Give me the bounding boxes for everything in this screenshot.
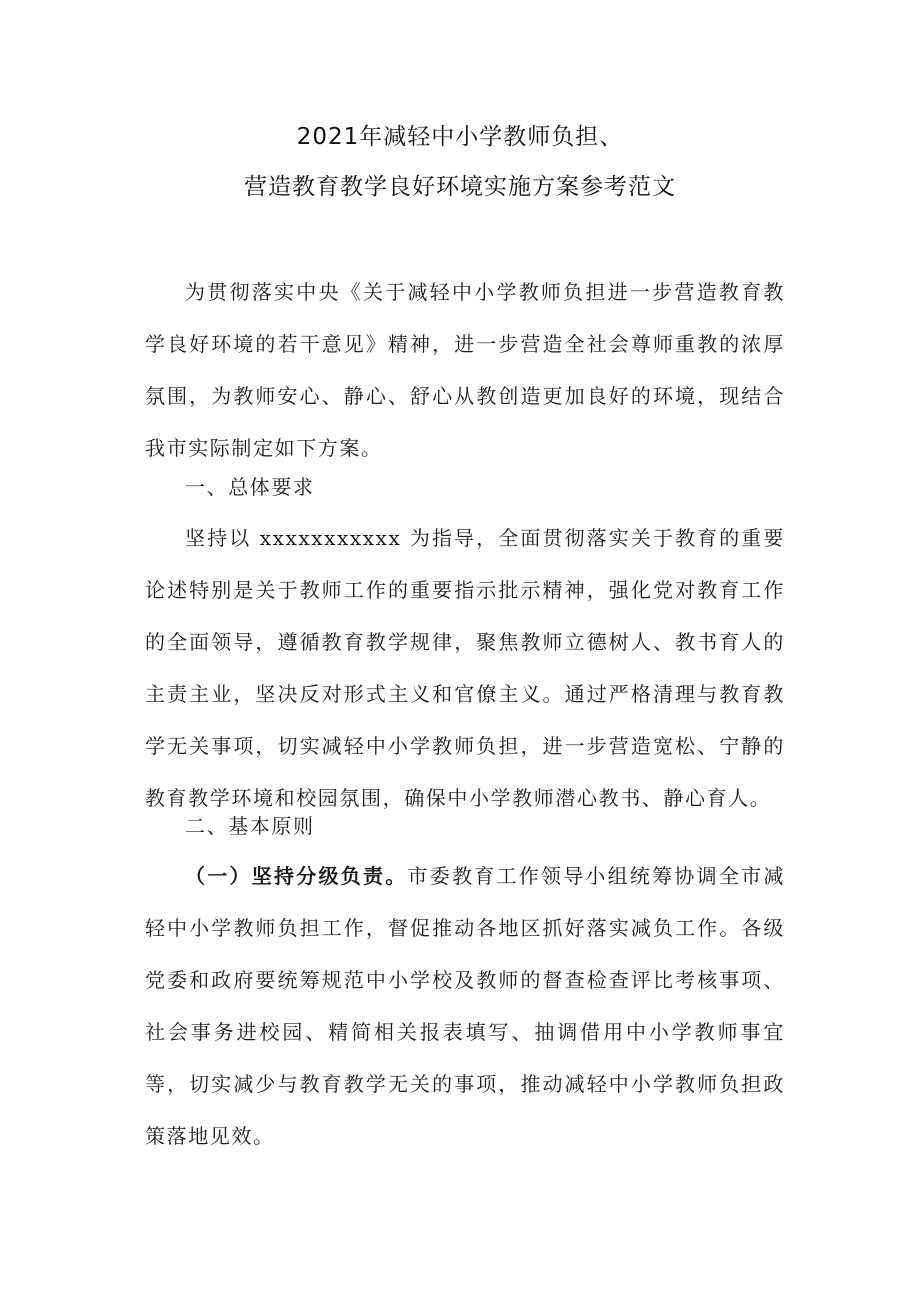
section-2-item-1-lead: （一）坚持分级负责。 — [185, 864, 408, 888]
section-1-text: 坚持以 xxxxxxxxxxx 为指导，全面贯彻落实关于教育的重要论述特别是关于教师工作的重要指示批示精神，强化党对教育工作的全面领导，遵循教育教学规律，聚焦教师立德树人、教书育人的主责主业，坚决反对形式主义和官僚主义。通过严格清理与教育教学无关事项，切实减轻中小学教师负担，进一步营造宽松、宁静的教育教学环境和校园氛围，确保中小学教师潜心教书、静心育人。 — [145, 526, 785, 810]
section-2-item-1-text: 市委教育工作领导小组统筹协调全市减轻中小学教师负担工作，督促推动各地区抓好落实减负工作。各级党委和政府要统筹规范中小学校及教师的督查检查评比考核事项、社会事务进校园、精简相关报表填写、抽调借用中小学教师事宜等，切实减少与教育教学无关的事项，推动减轻中小学教师负担政策落地见效。 — [145, 864, 786, 1148]
intro-paragraph — [145, 266, 785, 474]
section-1-heading: 一、总体要求 — [185, 475, 315, 499]
section-2-heading: 二、基本原则 — [185, 814, 315, 838]
section-2-heading-block — [145, 800, 785, 852]
section-2-item-1-paragraph — [145, 850, 785, 1162]
section-1-heading-block — [145, 461, 785, 513]
section-1-paragraph — [145, 512, 785, 824]
intro-text: 为贯彻落实中央《关于减轻中小学教师负担进一步营造教育教学良好环境的若干意见》精神，进一步营造全社会尊师重教的浓厚氛围，为教师安心、静心、舒心从教创造更加良好的环境，现结合我市实际制定如下方案。 — [145, 280, 785, 460]
document-title-line-1: 2021年减轻中小学教师负担、 — [296, 124, 624, 150]
document-title-line-2: 营造教育教学良好环境实施方案参考范文 — [244, 174, 676, 200]
section-2-item-1 — [145, 850, 785, 1162]
